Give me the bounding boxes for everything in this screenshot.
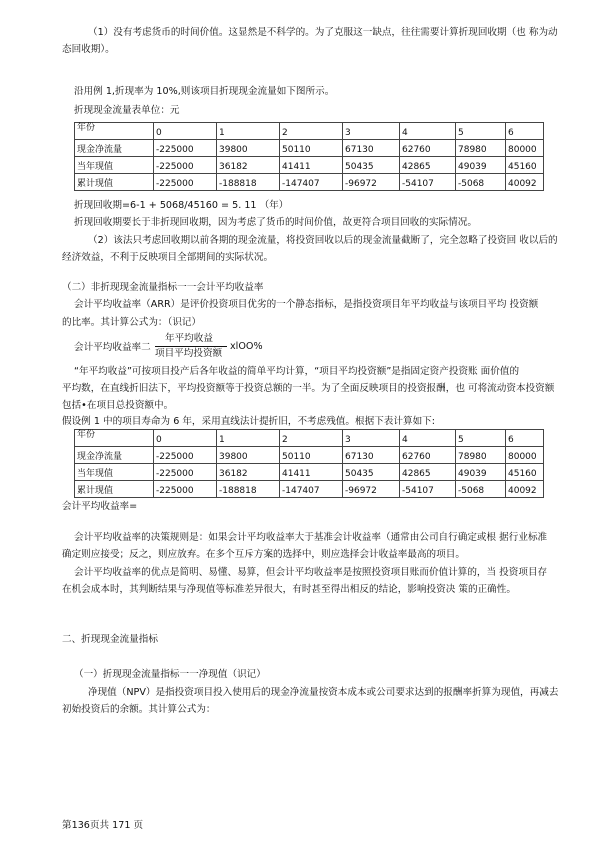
row-label: 累计现值 [75,481,154,498]
formula-label: 会计平均收益率二 [74,342,151,353]
table-cell: -54107 [400,481,456,498]
paragraph-line: 在机会成本时，其判断结果与净现值等标准差异很大，有时甚至得出相反的结论，影响投资决 策的正确性。 [62,584,516,595]
table-row [75,464,544,481]
table-cell: -96972 [343,481,400,498]
formula-fraction [155,332,235,362]
paragraph-line: 态回收期）。 [62,44,115,55]
table-cell: 50110 [280,140,343,157]
table-row [75,430,544,447]
table-cell: 78980 [456,140,506,157]
table-cell: -188818 [217,174,280,191]
table-cell: 50435 [343,464,400,481]
paragraph: 折现回收期要长于非折现回收期，因为考虑了货币的时间价值，故更符合项目回收的实际情况。 [74,217,477,228]
table-row [75,140,544,157]
table-cell: 1 [217,123,280,140]
paragraph-line: 的比率。其计算公式为：（识记） [62,317,202,328]
table-cell: 50435 [343,157,400,174]
paragraph-line: 包括•在项目总投资额中。 [62,400,174,411]
table-cell: -96972 [343,174,400,191]
paragraph-line: 净现值（NPV）是指投资项目投入使用后的现金净流量按资本成本或公司要求达到的报酬率折算为现值，再减去 [88,687,559,698]
cash-flow-table [74,429,544,498]
table-cell: 3 [343,123,400,140]
paragraph-line: 会计平均收益率（ARR）是评价投资项目优劣的一个静态指标，是指投资项目年平均收益与该项目平均 投资额 [74,299,539,310]
subsection-heading: （一）折现现金流量指标一一净现值（识记） [74,669,266,680]
table-cell: 67130 [343,447,400,464]
table-cell: 36182 [217,157,280,174]
table-cell: 80000 [506,140,544,157]
row-label: 当年现值 [75,464,154,481]
formula-suffix: xlOO% [230,341,263,352]
table-cell: 4 [400,123,456,140]
page-footer: 第136页共 171 页 [62,820,144,831]
table-cell: 78980 [456,447,506,464]
row-label: 年份 [75,123,154,140]
table-cell: -225000 [154,174,217,191]
table-cell: 45160 [506,464,544,481]
table-cell: 6 [506,430,544,447]
table-cell: 40092 [506,174,544,191]
table-cell: 45160 [506,157,544,174]
table-cell: -5068 [456,174,506,191]
payback-formula: 折现回收期=6-1 + 5068/45160 = 5. 11 （年） [74,200,289,211]
table-cell: 50110 [280,447,343,464]
table-cell: 62760 [400,140,456,157]
table-cell: 80000 [506,447,544,464]
table-cell: -5068 [456,481,506,498]
table-cell: 0 [154,123,217,140]
paragraph-line: 平均数，在直线折旧法下，平均投资额等于投资总额的一半。为了全面反映项目的投资报酬，也 可将流动资本投资额 [62,383,555,394]
table-cell: 1 [217,430,280,447]
paragraph: 假设例 1 中的项目寿命为 6 年，采用直线法计提折旧，不考虑残值。根据下表计算如下: [62,416,436,427]
table-cell: 39800 [217,140,280,157]
table-cell: -225000 [154,464,217,481]
row-label: 当年现值 [75,157,154,174]
paragraph-line: （2）该法只考虑回收期以前各期的现金流量，将投资回收以后的现金流量截断了，完全忽略了投资回 收以后的 [88,235,558,246]
table-cell: -225000 [154,447,217,464]
table-caption: 折现现金流量表单位：元 [74,105,180,116]
paragraph-line: 会计平均收益率的优点是简明、易懂、易算，但会计平均收益率是按照投资项目账而价值计算的，当 投资项目存 [74,567,548,578]
table-cell: 6 [506,123,544,140]
table-cell: 42865 [400,464,456,481]
table-cell: 62760 [400,447,456,464]
table-row [75,123,544,140]
table-cell: 2 [280,123,343,140]
paragraph-line: 确定则应接受；反之，则应放弃。在多个互斥方案的选择中，则应选择会计收益率最高的项目。 [62,549,465,560]
table-cell: 2 [280,430,343,447]
table-cell: -225000 [154,140,217,157]
table-row [75,481,544,498]
paragraph-line: 会计平均收益率的决策规则是：如果会计平均收益率大于基准会计收益率（通常由公司自行确定或根 据行业标准 [74,532,548,543]
table-cell: 36182 [217,464,280,481]
paragraph-line: （1）没有考虑货币的时间价值。这显然是不科学的。为了克服这一缺点，往往需要计算折现回收期（也 称为动 [88,27,558,38]
formula-label: 会计平均收益率= [62,501,138,512]
paragraph-line: “年平均收益”可按项目投产后各年收益的简单平均计算，“项目平均投资额”是指固定资产投资账 面价值的 [74,366,520,377]
paragraph-line: 初始投资后的余额。其计算公式为： [62,704,216,715]
table-cell: -147407 [280,481,343,498]
discounted-cash-flow-table [74,122,544,191]
table-cell: 0 [154,430,217,447]
table-cell: 4 [400,430,456,447]
formula-denominator: 项目平均投资额 [155,348,223,359]
table-cell: 3 [343,430,400,447]
paragraph-line: 经济效益，不利于反映项目全部期间的实际状况。 [62,252,274,263]
table-cell: -188818 [217,481,280,498]
table-row [75,447,544,464]
formula-numerator: 年平均收益 [165,333,213,344]
row-label: 现金净流量 [75,447,154,464]
table-cell: 49039 [456,157,506,174]
table-row [75,174,544,191]
section-heading: 二、折现现金流量指标 [62,634,158,645]
table-cell: -225000 [154,157,217,174]
table-cell: 42865 [400,157,456,174]
table-cell: 39800 [217,447,280,464]
table-row [75,157,544,174]
row-label: 年份 [75,430,154,447]
table-cell: 41411 [280,464,343,481]
table-cell: -225000 [154,481,217,498]
table-cell: 5 [456,430,506,447]
table-cell: 40092 [506,481,544,498]
table-cell: -147407 [280,174,343,191]
row-label: 累计现值 [75,174,154,191]
paragraph: 沿用例 1,折现率为 10%,则该项目折现现金流量如下图所示。 [74,86,335,97]
row-label: 现金净流量 [75,140,154,157]
table-cell: 41411 [280,157,343,174]
table-cell: -54107 [400,174,456,191]
table-cell: 49039 [456,464,506,481]
section-heading: （二）非折现现金流量指标一一会计平均收益率 [62,282,264,293]
table-cell: 5 [456,123,506,140]
table-cell: 67130 [343,140,400,157]
